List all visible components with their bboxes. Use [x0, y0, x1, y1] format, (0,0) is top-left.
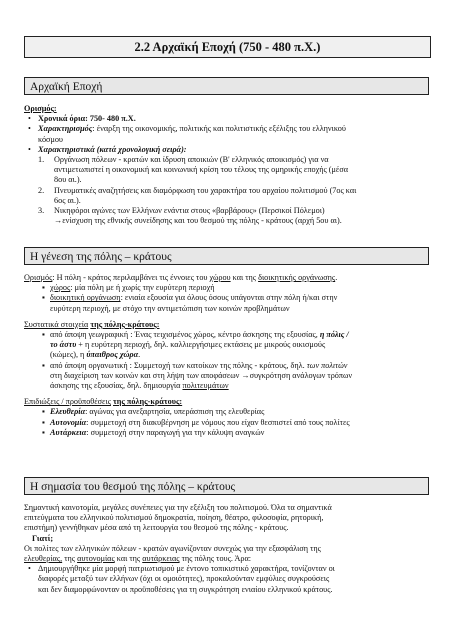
list-item: ▪ χώρος: μία πόλη με ή χωρίς την ευρύτερη περιοχή [42, 283, 215, 293]
bullet-icon: • [28, 144, 31, 154]
numbered-item: 2. Πνευματικές αναζητήσεις και διαμόρφωση του χαρακτήρα του αρχαίου πολιτισμού (7ος και 6ος αι.). [38, 185, 357, 205]
list-item: • Χρονικά όρια: 750- 480 π.Χ. [28, 114, 136, 124]
page-title: 2.2 Αρχαϊκή Εποχή (750 - 480 π.Χ.) [24, 36, 431, 58]
section-heading-archaic-era: Αρχαϊκή Εποχή [24, 77, 429, 95]
numbered-item: 1. Οργάνωση πόλεων - κρατών και ίδρυση αποικιών (Β' ελληνικός αποικισμός) για να αντιμετωπιστεί η οικονομική και κοινωνική κρίση του τέλους της ομηρικής εποχής (μέσα 8ου αι.). [38, 155, 349, 185]
definition-label: Ορισμός: [24, 104, 57, 113]
section-heading-city-state-significance: Η σημασία του θεσμού της πόλης – κράτους [24, 477, 429, 495]
bullet-icon: • [28, 124, 31, 134]
square-bullet-icon: ▪ [42, 360, 45, 370]
list-item: ▪ από άποψη οργανωτική : Συμμετοχή των κατοίκων της πόλης - κράτους, δηλ. των πολιτών στη διαχείριση των κοινών και στη λήψη των αποφάσεων →συγκρότηση ανάλογων τρόπων άσκησης της εξουσίας, δηλ. δημιουργία πολιτευμάτων [42, 360, 353, 391]
bullet-icon: • [28, 114, 31, 124]
list-item: ▪ από άποψη γεωγραφική : Ένας τειχισμένος χώρος, κέντρο άσκησης της εξουσίας, η πόλις / το άστυ + η ευρύτερη περιοχή, δηλ. καλλιεργήσιμες εκτάσεις με μικρούς οικισμούς (κώμες), η ύπαιθρος χώρα. [42, 330, 349, 360]
list-item: • Δημιουργήθηκε μία μορφή πατριωτισμού με έντονο τοπικιστικό χαρακτήρα, τονίζονταν οι διαφορές μεταξύ των ελλήνων (όχι οι ομοιότητες), προκαλούνταν εμφύλιες συγκρούσεις και δεν διαμορφώνονταν οι προϋποθέσεις για τη συγκρότηση ενιαίου ελληνικού κράτους. [28, 564, 335, 594]
bullet-icon: • [28, 564, 31, 574]
section-significance-body: Σημαντική καινοτομία, μεγάλες συνέπειες για την εξέλιξη του πολιτισμού. Όλα τα σημαντικά επιτεύγματα του ελληνικού πολιτισμού δημοκρατία, ποίηση, θέατρο, φιλοσοφία, ρητορική, επιστήμη) γεννήθηκαν μέσα από τη λειτουργία του θεσμού της πόλης - κράτους. Γιατί; Οι πολίτες των ελληνικών πόλεων - κρατών αγωνίζονταν συνεχώς για την εξασφάλιση της ελευθερίας, της αυτονομίας και της αυτάρκειας της πόλης τους. Άρα: • Δημιουργήθηκε μία μορφή πατριωτισμού με έντονο τοπικιστικό χαρακτήρα, τονίζονταν οι διαφορές μεταξύ των ελλήνων (όχι οι ομοιότητες), προκαλούνταν εμφύλιες συγκρούσεις και δεν διαμορφώνονταν οι προϋποθέσεις για τη συγκρότηση ενιαίου ελληνικού κράτους. [24, 503, 429, 595]
square-bullet-icon: ▪ [42, 407, 45, 417]
square-bullet-icon: ▪ [42, 417, 45, 427]
section-genesis-body: Ορισμός: Η πόλη - κράτος περιλαμβάνει τις έννοιες του χώρου και της διοικητικής οργάνωσης. ▪ χώρος: μία πόλη με ή χωρίς την ευρύτερη περιοχή ▪ διοικητική οργάνωση: ενιαία εξουσία για όλους όσους υπάγονται στην πόλη ή/και στην ευρύτερη περιοχή, με στόχο την αντιμετώπιση των κοινών προβλημάτων Συστατικά στοιχεία της πόλης-κράτους: ▪ από άποψη γεωγραφική : Ένας τειχισμένος χώρος, κέντρο άσκησης της εξουσίας, η πόλις / το άστυ + η ευρύτερη περιοχή, δηλ. καλλιεργήσιμες εκτάσεις με μικρούς οικισμούς (κώμες), η ύπαιθρος χώρα. ▪ από άποψη οργανωτική : Συμμετοχή των κατοίκων της πόλης - κράτους, δηλ. των πολιτών στη διαχείριση των κοινών και στη λήψη των αποφάσεων →συγκρότηση ανάλογων τρόπων άσκησης της εξουσίας, δηλ. δημιουργία πολιτευμάτων Επιδιώξεις / προϋποθέσεις της πόλης-κράτους: ▪ Ελευθερία: αγώνας για ανεξαρτησία, υπεράσπιση της ελευθερίας ▪ Αυτονομία: συμμετοχή στη διακυβέρνηση με νόμους που είχαν θεσπιστεί από τους πολίτες ▪ Αυτάρκεια: συμμετοχή στην παραγωγή για την κάλυψη αναγκών [24, 273, 429, 438]
square-bullet-icon: ▪ [42, 283, 45, 293]
list-item: ▪ Αυτονομία: συμμετοχή στη διακυβέρνηση με νόμους που είχαν θεσπιστεί από τους πολίτες [42, 417, 350, 427]
list-item: • Χαρακτηριστικά (κατά χρονολογική σειρά): [28, 144, 187, 154]
list-item: ▪ διοικητική οργάνωση: ενιαία εξουσία για όλους όσους υπάγονται στην πόλη ή/και στην ευρύτερη περιοχή, με στόχο την αντιμετώπιση των κοινών προβλημάτων [42, 293, 338, 313]
list-item: • Χαρακτηρισμός: έναρξη της οικονομικής, πολιτικής και πολιτιστικής εξέλιξης του ελληνικού κόσμου [28, 124, 346, 144]
why-label: Γιατί; [32, 533, 54, 543]
square-bullet-icon: ▪ [42, 427, 45, 437]
section-archaic-body [24, 104, 429, 226]
square-bullet-icon: ▪ [42, 330, 45, 340]
list-item: ▪ Ελευθερία: αγώνας για ανεξαρτησία, υπεράσπιση της ελευθερίας [42, 407, 265, 417]
section-heading-city-state-genesis: Η γένεση της πόλης – κράτους [24, 247, 429, 265]
square-bullet-icon: ▪ [42, 293, 45, 303]
numbered-item: 3. Νικηφόροι αγώνες των Ελλήνων ενάντια στους «βαρβάρους» (Περσικοί Πόλεμοι) →ενίσχυση της εθνικής συνείδησης και του θεσμού της πόλης - κράτους (αρχή 5ου αι). [38, 206, 342, 226]
list-item: ▪ Αυτάρκεια: συμμετοχή στην παραγωγή για την κάλυψη αναγκών [42, 427, 265, 437]
